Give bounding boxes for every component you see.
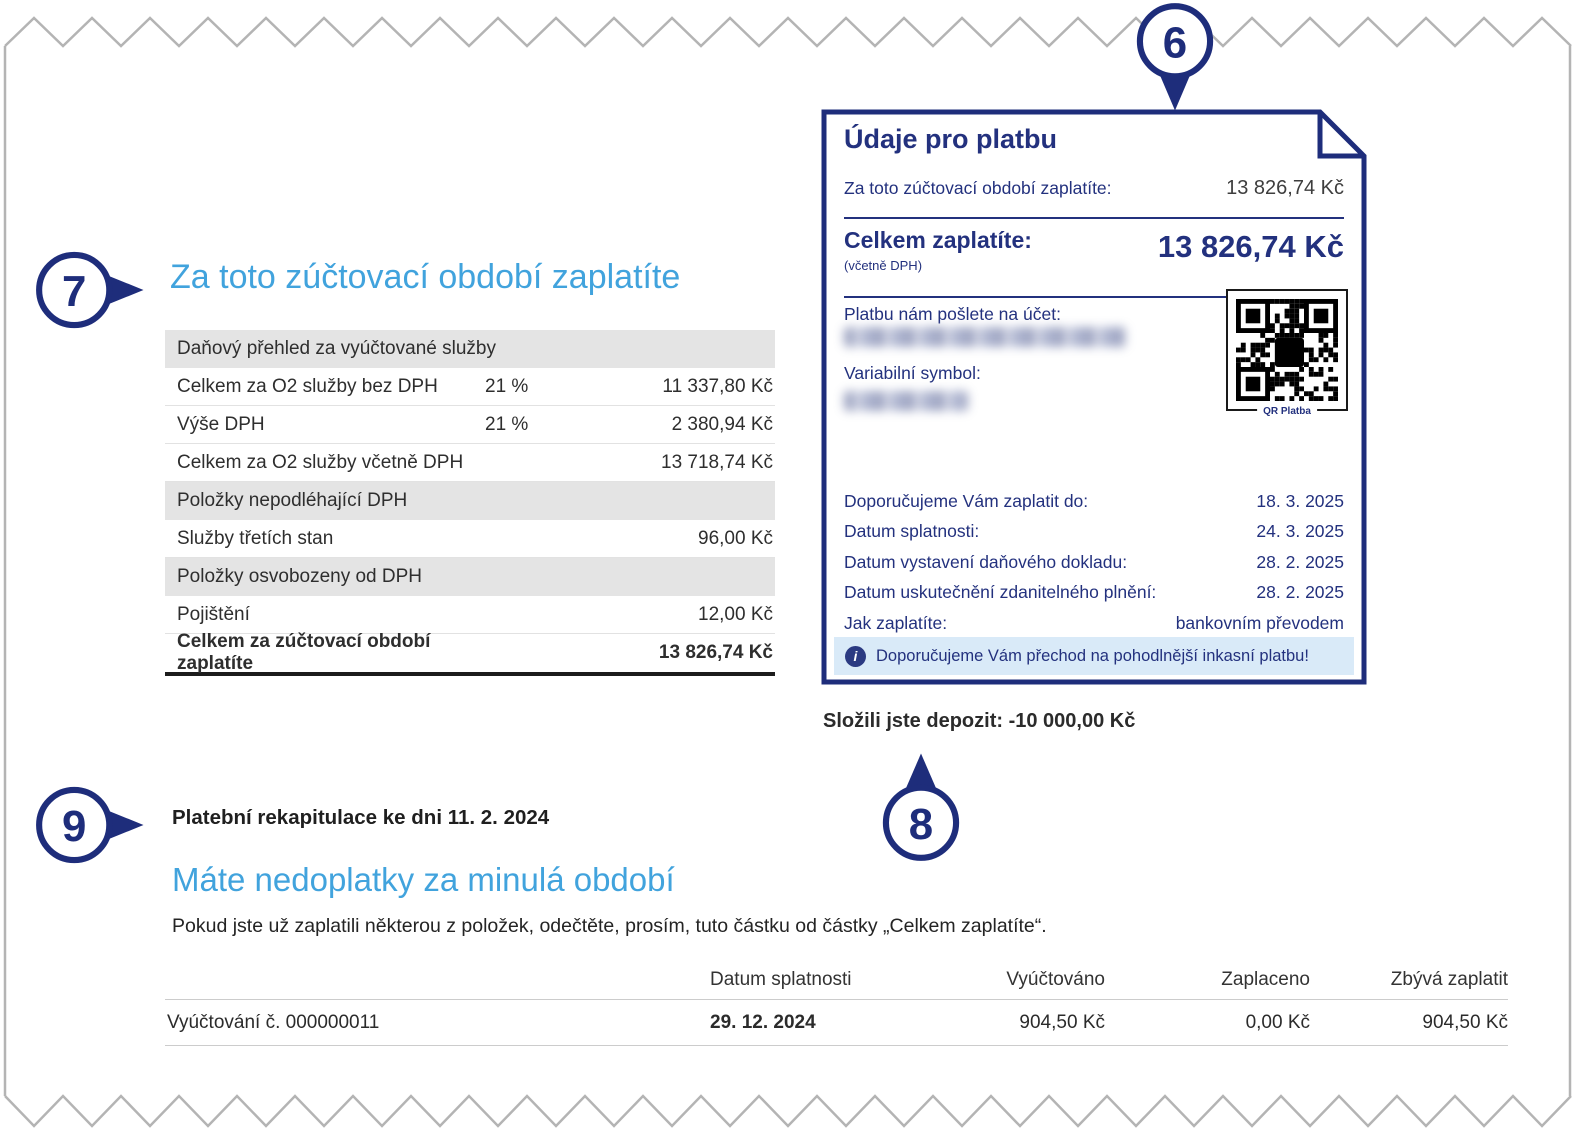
marker-8 <box>877 750 965 864</box>
table-section-header <box>165 482 775 520</box>
column-header-billed: Vyúčtováno <box>1006 969 1105 990</box>
marker-8-number: 8 <box>908 800 934 850</box>
table-row <box>165 444 775 482</box>
invoice-billed: 904,50 Kč <box>1019 1011 1105 1033</box>
detail-label: Datum uskutečnění zdanitelného plnění: <box>844 582 1157 603</box>
account-number-label: Platbu nám pošlete na účet: <box>844 304 1061 324</box>
vat-breakdown-table <box>165 330 775 676</box>
marker-9-number: 9 <box>62 802 87 852</box>
qr-code-caption: QR Platba <box>1257 406 1317 417</box>
total-amount: 13 826,74 Kč <box>658 642 773 663</box>
marker-6 <box>1131 0 1219 114</box>
table-row <box>165 520 775 558</box>
row-label: Pojištění <box>177 603 250 625</box>
detail-label: Datum vystavení daňového dokladu: <box>844 551 1128 572</box>
detail-value: bankovním převodem <box>1175 612 1344 633</box>
section-header-label: Položky osvobozeny od DPH <box>177 566 423 587</box>
detail-label: Datum splatnosti: <box>844 521 980 542</box>
row-amount: 96,00 Kč <box>698 527 773 549</box>
row-label: Výše DPH <box>177 413 265 435</box>
column-header-remaining: Zbývá zaplatit <box>1390 969 1508 990</box>
period-amount-value: 13 826,74 Kč <box>1226 177 1344 199</box>
recap-title: Platební rekapitulace ke dni 11. 2. 2024 <box>172 806 550 829</box>
payment-box-title: Údaje pro platbu <box>844 124 1058 154</box>
detail-row <box>844 608 1344 639</box>
table-row <box>165 596 775 634</box>
billing-period-heading: Za toto zúčtovací období zaplatíte <box>170 258 681 296</box>
table-section-header <box>165 558 775 596</box>
recap-table-header <box>165 966 1508 1000</box>
payment-details-box <box>820 108 1368 686</box>
detail-label: Jak zaplatíte: <box>844 612 948 633</box>
section-header-label: Položky nepodléhající DPH <box>177 490 408 511</box>
recap-heading: Máte nedoplatky za minulá období <box>172 861 675 898</box>
detail-row <box>844 486 1344 517</box>
recap-table <box>165 966 1508 1046</box>
table-row <box>165 406 775 444</box>
row-amount: 2 380,94 Kč <box>671 413 773 435</box>
column-header-due-date: Datum splatnosti <box>710 969 852 990</box>
detail-value: 18. 3. 2025 <box>1256 490 1344 511</box>
marker-9 <box>33 781 147 869</box>
deposit-note: Složili jste depozit: -10 000,00 Kč <box>823 710 1136 732</box>
detail-label: Doporučujeme Vám zaplatit do: <box>844 490 1089 511</box>
invoice-due-date: 29. 12. 2024 <box>710 1011 816 1033</box>
total-amount-row <box>844 227 1344 273</box>
payment-detail-rows <box>844 486 1344 639</box>
detail-row <box>844 547 1344 578</box>
total-label: Celkem za zúčtovací období zaplatíte <box>177 631 431 674</box>
variable-symbol-blurred <box>844 391 968 411</box>
invoice-remaining: 904,50 Kč <box>1422 1011 1508 1033</box>
marker-7 <box>33 246 147 334</box>
detail-value: 24. 3. 2025 <box>1256 521 1344 542</box>
row-amount: 12,00 Kč <box>698 603 773 625</box>
table-row <box>165 368 775 406</box>
row-vat-rate: 21 % <box>485 413 529 435</box>
qr-code <box>1226 289 1348 417</box>
detail-row <box>844 578 1344 609</box>
table-row <box>165 1000 1508 1046</box>
info-banner <box>834 637 1354 675</box>
marker-7-number: 7 <box>62 267 87 317</box>
total-amount-value: 13 826,74 Kč <box>1157 229 1344 264</box>
marker-6-number: 6 <box>1162 18 1188 68</box>
row-amount: 11 337,80 Kč <box>662 375 773 397</box>
row-label: Celkem za O2 služby bez DPH <box>177 375 438 397</box>
detail-row <box>844 517 1344 548</box>
period-amount-label: Za toto zúčtovací období zaplatíte: <box>844 178 1112 198</box>
table-total-row <box>165 631 775 676</box>
info-icon: i <box>845 646 866 667</box>
invoice-paid: 0,00 Kč <box>1245 1011 1310 1033</box>
account-number-blurred <box>844 327 1126 347</box>
period-amount-row <box>844 177 1344 200</box>
row-label: Celkem za O2 služby včetně DPH <box>177 451 464 473</box>
detail-value: 28. 2. 2025 <box>1256 551 1344 572</box>
row-amount: 13 718,74 Kč <box>661 451 773 473</box>
total-amount-sublabel: (včetně DPH) <box>844 258 923 273</box>
row-label: Služby třetích stan <box>177 527 334 549</box>
table-section-header <box>165 330 775 368</box>
column-header-paid: Zaplaceno <box>1221 969 1310 990</box>
recap-subtext: Pokud jste už zaplatili některou z položek, odečtěte, prosím, tuto částku od částky „Celkem zaplatíte“. <box>172 915 1047 937</box>
total-amount-label: Celkem zaplatíte: <box>844 227 1032 253</box>
info-banner-text: Doporučujeme Vám přechod na pohodlnější inkasní platbu! <box>876 646 1309 665</box>
divider <box>844 217 1344 219</box>
invoice-name: Vyúčtování č. 000000011 <box>167 1011 380 1033</box>
detail-value: 28. 2. 2025 <box>1256 582 1344 603</box>
variable-symbol-label: Variabilní symbol: <box>844 363 981 383</box>
section-header-label: Daňový přehled za vyúčtované služby <box>177 338 496 359</box>
row-vat-rate: 21 % <box>485 375 529 397</box>
